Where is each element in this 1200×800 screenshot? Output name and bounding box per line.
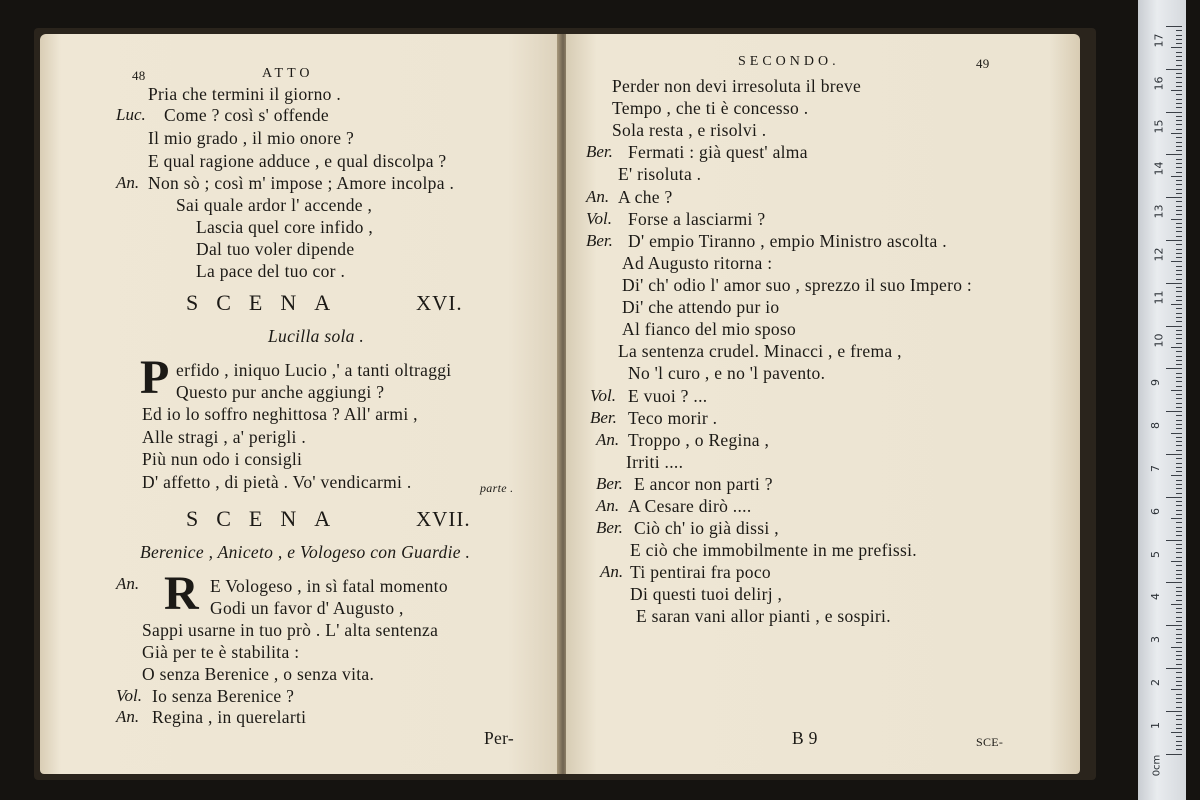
ruler-tick bbox=[1176, 343, 1182, 344]
left-page bbox=[40, 34, 560, 774]
verse-line: E saran vani allor pianti , e sospiri. bbox=[636, 606, 891, 626]
ruler-tick bbox=[1171, 390, 1182, 391]
verse-line: E Vologeso , in sì fatal momento bbox=[210, 576, 448, 596]
ruler-tick bbox=[1166, 711, 1182, 712]
ruler-unit: 0cm bbox=[1151, 754, 1163, 777]
ruler-tick bbox=[1176, 227, 1182, 228]
ruler-tick bbox=[1176, 719, 1182, 720]
ruler-label: 16 bbox=[1152, 76, 1166, 91]
ruler-tick bbox=[1166, 411, 1182, 412]
verse-line: A Cesare dirò .... bbox=[628, 496, 752, 516]
ruler-tick bbox=[1176, 163, 1182, 164]
ruler-tick bbox=[1171, 689, 1182, 690]
ruler-tick bbox=[1176, 321, 1182, 322]
ruler-tick bbox=[1176, 428, 1182, 429]
verse-line: Ciò ch' io già dissi , bbox=[634, 518, 779, 538]
ruler-tick bbox=[1176, 189, 1182, 190]
ruler-tick bbox=[1176, 39, 1182, 40]
speaker-label: Vol. bbox=[586, 209, 612, 228]
ruler-tick bbox=[1176, 30, 1182, 31]
ruler-tick bbox=[1176, 634, 1182, 635]
ruler-tick bbox=[1176, 244, 1182, 245]
stage-direction: parte . bbox=[480, 481, 514, 495]
verse-line: Sai quale ardor l' accende , bbox=[176, 195, 373, 215]
ruler-tick bbox=[1176, 501, 1182, 502]
ruler-tick bbox=[1171, 604, 1182, 605]
verse-line: Questo pur anche aggiungi ? bbox=[176, 382, 385, 402]
speaker-label: Vol. bbox=[590, 386, 616, 405]
ruler-tick bbox=[1176, 150, 1182, 151]
verse-line: E qual ragione adduce , e qual discolpa ? bbox=[148, 151, 447, 171]
ruler-tick bbox=[1176, 574, 1182, 575]
ruler-tick bbox=[1176, 137, 1182, 138]
speaker-label: An. bbox=[116, 574, 140, 593]
ruler-tick bbox=[1176, 638, 1182, 639]
ruler-tick bbox=[1171, 133, 1182, 134]
ruler-tick bbox=[1176, 270, 1182, 271]
page-number-right: 49 bbox=[976, 56, 990, 71]
ruler-tick bbox=[1176, 415, 1182, 416]
ruler-tick bbox=[1166, 497, 1182, 498]
running-head-left: ATTO bbox=[262, 66, 314, 81]
ruler-tick bbox=[1176, 313, 1182, 314]
ruler-label: 10 bbox=[1152, 333, 1166, 348]
ruler-tick bbox=[1176, 274, 1182, 275]
verse-line: Godi un favor d' Augusto , bbox=[210, 598, 404, 618]
verse-line: E vuoi ? ... bbox=[628, 386, 708, 406]
speaker-label: Ber. bbox=[586, 231, 613, 250]
ruler-tick bbox=[1176, 249, 1182, 250]
verse-line: Fermati : già quest' alma bbox=[628, 142, 808, 162]
speaker-label: An. bbox=[586, 187, 610, 206]
verse-line: Ti pentirai fra poco bbox=[630, 562, 771, 582]
ruler-tick bbox=[1176, 300, 1182, 301]
verse-line: D' affetto , di pietà . Vo' vendicarmi . bbox=[142, 472, 412, 492]
ruler-tick bbox=[1176, 334, 1182, 335]
ruler-tick bbox=[1176, 386, 1182, 387]
ruler-tick bbox=[1176, 116, 1182, 117]
ruler-tick bbox=[1166, 240, 1182, 241]
ruler-tick bbox=[1176, 214, 1182, 215]
verse-line: Di questi tuoi delirj , bbox=[630, 584, 783, 604]
verse-line: Regina , in querelarti bbox=[152, 707, 307, 727]
ruler-tick bbox=[1176, 60, 1182, 61]
verse-line: Più nun odo i consigli bbox=[142, 449, 303, 469]
dropcap-r: R bbox=[164, 567, 199, 620]
ruler-tick bbox=[1171, 732, 1182, 733]
scene-subtitle-16: Lucilla sola . bbox=[268, 326, 365, 346]
ruler-tick bbox=[1176, 445, 1182, 446]
ruler-label: 9 bbox=[1149, 379, 1162, 387]
speaker-label: An. bbox=[116, 707, 140, 726]
right-page bbox=[566, 34, 1080, 774]
ruler-label: 6 bbox=[1149, 507, 1162, 515]
ruler-tick bbox=[1176, 565, 1182, 566]
ruler-label: 11 bbox=[1152, 290, 1166, 305]
speaker-label: Luc. bbox=[116, 105, 146, 124]
ruler-tick bbox=[1176, 377, 1182, 378]
verse-line: O senza Berenice , o senza vita. bbox=[142, 664, 375, 684]
ruler-tick bbox=[1176, 403, 1182, 404]
ruler-label: 1 bbox=[1149, 721, 1162, 729]
ruler-tick bbox=[1176, 548, 1182, 549]
ruler-tick bbox=[1176, 94, 1182, 95]
verse-line: No 'l curo , e no 'l pavento. bbox=[628, 363, 826, 383]
verse-line: Di' che attendo pur io bbox=[622, 297, 780, 317]
ruler-tick bbox=[1176, 287, 1182, 288]
ruler-tick bbox=[1166, 283, 1182, 284]
ruler-tick bbox=[1176, 253, 1182, 254]
ruler-tick bbox=[1171, 475, 1182, 476]
verse-line: La sentenza crudel. Minacci , e frema , bbox=[618, 341, 902, 361]
ruler-tick bbox=[1176, 600, 1182, 601]
ruler-tick bbox=[1176, 741, 1182, 742]
ruler-tick bbox=[1176, 595, 1182, 596]
ruler-tick bbox=[1176, 330, 1182, 331]
ruler-label: 17 bbox=[1152, 33, 1166, 48]
ruler-tick bbox=[1171, 261, 1182, 262]
ruler-tick bbox=[1171, 433, 1182, 434]
ruler-tick bbox=[1176, 86, 1182, 87]
ruler-tick bbox=[1176, 77, 1182, 78]
ruler-tick bbox=[1166, 69, 1182, 70]
ruler-tick bbox=[1176, 291, 1182, 292]
ruler-tick bbox=[1166, 668, 1182, 669]
verse-line: Tempo , che ti è concesso . bbox=[612, 98, 809, 118]
verse-line: A che ? bbox=[618, 187, 673, 207]
ruler-tick bbox=[1176, 493, 1182, 494]
ruler-tick bbox=[1176, 715, 1182, 716]
ruler-tick bbox=[1176, 82, 1182, 83]
ruler-tick bbox=[1176, 651, 1182, 652]
ruler-tick bbox=[1176, 223, 1182, 224]
ruler-tick bbox=[1176, 463, 1182, 464]
ruler-tick bbox=[1176, 142, 1182, 143]
ruler-tick bbox=[1176, 338, 1182, 339]
ruler-tick bbox=[1176, 308, 1182, 309]
ruler-tick bbox=[1171, 304, 1182, 305]
ruler-tick bbox=[1176, 531, 1182, 532]
ruler-label: 15 bbox=[1152, 119, 1166, 134]
ruler-tick bbox=[1176, 467, 1182, 468]
ruler-tick bbox=[1166, 26, 1182, 27]
ruler-tick bbox=[1166, 197, 1182, 198]
ruler-tick bbox=[1171, 90, 1182, 91]
ruler-tick bbox=[1176, 231, 1182, 232]
ruler-tick bbox=[1171, 347, 1182, 348]
ruler-tick bbox=[1171, 176, 1182, 177]
ruler-tick bbox=[1176, 296, 1182, 297]
ruler-tick bbox=[1176, 424, 1182, 425]
catchword-right: SCE- bbox=[976, 735, 1004, 749]
ruler-tick bbox=[1176, 124, 1182, 125]
verse-line: Già per te è stabilita : bbox=[142, 642, 300, 662]
ruler-tick bbox=[1176, 103, 1182, 104]
measuring-ruler bbox=[1138, 0, 1186, 800]
verse-line: E ancor non parti ? bbox=[634, 474, 773, 494]
verse-line: Pria che termini il giorno . bbox=[148, 84, 342, 104]
ruler-tick bbox=[1171, 518, 1182, 519]
verse-line: Io senza Berenice ? bbox=[152, 686, 295, 706]
ruler-tick bbox=[1176, 193, 1182, 194]
verse-line: Ad Augusto ritorna : bbox=[622, 253, 773, 273]
ruler-tick bbox=[1176, 146, 1182, 147]
speaker-label: An. bbox=[600, 562, 624, 581]
ruler-tick bbox=[1166, 112, 1182, 113]
ruler-tick bbox=[1166, 154, 1182, 155]
ruler-tick bbox=[1176, 544, 1182, 545]
ruler-tick bbox=[1176, 35, 1182, 36]
ruler-tick bbox=[1176, 608, 1182, 609]
ruler-tick bbox=[1176, 364, 1182, 365]
ruler-tick bbox=[1166, 368, 1182, 369]
scene-number-17: XVII. bbox=[416, 507, 471, 531]
ruler-tick bbox=[1166, 625, 1182, 626]
ruler-tick bbox=[1171, 219, 1182, 220]
speaker-label: An. bbox=[596, 430, 620, 449]
page-number-left: 48 bbox=[132, 68, 146, 83]
verse-line: Forse a lasciarmi ? bbox=[628, 209, 766, 229]
ruler-tick bbox=[1176, 749, 1182, 750]
verse-line: Come ? così s' offende bbox=[164, 105, 329, 125]
ruler-tick bbox=[1176, 266, 1182, 267]
verse-line: Alle stragi , a' perigli . bbox=[142, 427, 307, 447]
verse-line: Sappi usarne in tuo prò . L' alta sentenza bbox=[142, 620, 439, 640]
speaker-label: Ber. bbox=[586, 142, 613, 161]
ruler-tick bbox=[1176, 172, 1182, 173]
ruler-tick bbox=[1176, 707, 1182, 708]
speaker-label: Ber. bbox=[596, 518, 623, 537]
scene-subtitle-17: Berenice , Aniceto , e Vologeso con Guardie . bbox=[140, 542, 471, 562]
verse-line: Non sò ; così m' impose ; Amore incolpa . bbox=[148, 173, 455, 193]
ruler-tick bbox=[1166, 454, 1182, 455]
verse-line: La pace del tuo cor . bbox=[196, 261, 346, 281]
verse-line: E' risoluta . bbox=[618, 164, 702, 184]
ruler-tick bbox=[1176, 210, 1182, 211]
scene-heading-17: SCENA bbox=[186, 506, 349, 531]
ruler-tick bbox=[1176, 655, 1182, 656]
speaker-label: Ber. bbox=[596, 474, 623, 493]
ruler-tick bbox=[1176, 351, 1182, 352]
verse-line: Al fianco del mio sposo bbox=[622, 319, 797, 339]
verse-line: E ciò che immobilmente in me prefissi. bbox=[630, 540, 917, 560]
ruler-tick bbox=[1176, 488, 1182, 489]
ruler-tick bbox=[1176, 99, 1182, 100]
ruler-tick bbox=[1176, 184, 1182, 185]
ruler-label: 7 bbox=[1149, 465, 1162, 472]
ruler-tick bbox=[1176, 664, 1182, 665]
verse-line: Di' ch' odio l' amor suo , sprezzo il suo Impero : bbox=[622, 275, 973, 295]
verse-line: Ed io lo soffro neghittosa ? All' armi , bbox=[142, 404, 418, 424]
ruler-tick bbox=[1176, 441, 1182, 442]
ruler-label: 5 bbox=[1149, 550, 1162, 558]
ruler-tick bbox=[1166, 326, 1182, 327]
ruler-tick bbox=[1176, 420, 1182, 421]
ruler-tick bbox=[1176, 43, 1182, 44]
ruler-tick bbox=[1176, 694, 1182, 695]
ruler-tick bbox=[1176, 587, 1182, 588]
ruler-tick bbox=[1176, 702, 1182, 703]
signature-mark: B 9 bbox=[792, 728, 818, 748]
ruler-tick bbox=[1176, 159, 1182, 160]
ruler-tick bbox=[1176, 552, 1182, 553]
ruler-tick bbox=[1176, 257, 1182, 258]
ruler-tick bbox=[1176, 458, 1182, 459]
ruler-tick bbox=[1176, 279, 1182, 280]
speaker-label: Ber. bbox=[590, 408, 617, 427]
ruler-tick bbox=[1176, 578, 1182, 579]
ruler-tick bbox=[1176, 398, 1182, 399]
ruler-tick bbox=[1176, 167, 1182, 168]
ruler-tick bbox=[1176, 514, 1182, 515]
verse-line: Dal tuo voler dipende bbox=[196, 239, 355, 259]
ruler-tick bbox=[1176, 120, 1182, 121]
ruler-tick bbox=[1166, 540, 1182, 541]
ruler-tick bbox=[1176, 56, 1182, 57]
ruler-tick bbox=[1176, 698, 1182, 699]
speaker-label: An. bbox=[596, 496, 620, 515]
ruler-tick bbox=[1171, 647, 1182, 648]
ruler-tick bbox=[1176, 629, 1182, 630]
ruler-tick bbox=[1176, 505, 1182, 506]
ruler-tick bbox=[1176, 201, 1182, 202]
ruler-tick bbox=[1176, 527, 1182, 528]
ruler-tick bbox=[1176, 659, 1182, 660]
catchword-left: Per- bbox=[484, 728, 515, 748]
verse-line: Il mio grado , il mio onore ? bbox=[148, 128, 355, 148]
ruler-tick bbox=[1176, 745, 1182, 746]
ruler-tick bbox=[1176, 129, 1182, 130]
verse-line: Lascia quel core infido , bbox=[196, 217, 374, 237]
ruler-tick bbox=[1176, 373, 1182, 374]
ruler-tick bbox=[1176, 535, 1182, 536]
ruler-tick bbox=[1176, 570, 1182, 571]
ruler-tick bbox=[1176, 672, 1182, 673]
verse-line: Teco morir . bbox=[628, 408, 718, 428]
ruler-tick bbox=[1166, 582, 1182, 583]
ruler-tick bbox=[1176, 381, 1182, 382]
ruler-tick bbox=[1176, 617, 1182, 618]
ruler-tick bbox=[1176, 480, 1182, 481]
ruler-tick bbox=[1176, 317, 1182, 318]
verse-line: Troppo , o Regina , bbox=[628, 430, 770, 450]
ruler-tick bbox=[1176, 677, 1182, 678]
ruler-label: 4 bbox=[1149, 593, 1162, 601]
ruler-tick bbox=[1176, 407, 1182, 408]
ruler-tick bbox=[1176, 180, 1182, 181]
ruler-tick bbox=[1176, 681, 1182, 682]
running-head-right: SECONDO. bbox=[738, 54, 840, 69]
ruler-label: 13 bbox=[1152, 204, 1166, 219]
ruler-tick bbox=[1171, 561, 1182, 562]
ruler-tick bbox=[1176, 484, 1182, 485]
verse-line: D' empio Tiranno , empio Ministro ascolta . bbox=[628, 231, 947, 251]
ruler-tick bbox=[1176, 206, 1182, 207]
ruler-tick bbox=[1176, 591, 1182, 592]
ruler-tick bbox=[1176, 356, 1182, 357]
ruler-tick bbox=[1176, 642, 1182, 643]
ruler-tick bbox=[1176, 236, 1182, 237]
ruler-tick bbox=[1176, 522, 1182, 523]
scene-heading-16: SCENA bbox=[186, 290, 349, 315]
ruler-tick bbox=[1176, 612, 1182, 613]
verse-line: Perder non devi irresoluta il breve bbox=[612, 76, 862, 96]
ruler-label: 14 bbox=[1152, 161, 1166, 176]
ruler-tick bbox=[1176, 52, 1182, 53]
ruler-tick bbox=[1171, 47, 1182, 48]
ruler-tick bbox=[1176, 65, 1182, 66]
speaker-label: Vol. bbox=[116, 686, 142, 705]
verse-line: erfido , iniquo Lucio ,' a tanti oltraggi bbox=[176, 360, 452, 380]
ruler-tick bbox=[1176, 557, 1182, 558]
ruler-tick bbox=[1176, 73, 1182, 74]
ruler-label: 3 bbox=[1149, 636, 1162, 644]
ruler-tick bbox=[1176, 450, 1182, 451]
speaker-label: An. bbox=[116, 173, 140, 192]
ruler-label: 8 bbox=[1149, 422, 1162, 430]
verse-line: Irriti .... bbox=[626, 452, 684, 472]
ruler-tick bbox=[1166, 754, 1182, 755]
dropcap-p: P bbox=[140, 351, 170, 404]
ruler-label: 12 bbox=[1152, 247, 1166, 262]
ruler-tick bbox=[1176, 510, 1182, 511]
ruler-tick bbox=[1176, 437, 1182, 438]
scene-number-16: XVI. bbox=[416, 291, 463, 315]
ruler-tick bbox=[1176, 728, 1182, 729]
ruler-tick bbox=[1176, 685, 1182, 686]
ruler-tick bbox=[1176, 621, 1182, 622]
ruler-label: 2 bbox=[1149, 679, 1162, 686]
ruler-tick bbox=[1176, 724, 1182, 725]
ruler-tick bbox=[1176, 394, 1182, 395]
verse-line: Sola resta , e risolvi . bbox=[612, 120, 767, 140]
ruler-tick bbox=[1176, 360, 1182, 361]
ruler-tick bbox=[1176, 736, 1182, 737]
ruler-tick bbox=[1176, 107, 1182, 108]
ruler-tick bbox=[1176, 471, 1182, 472]
